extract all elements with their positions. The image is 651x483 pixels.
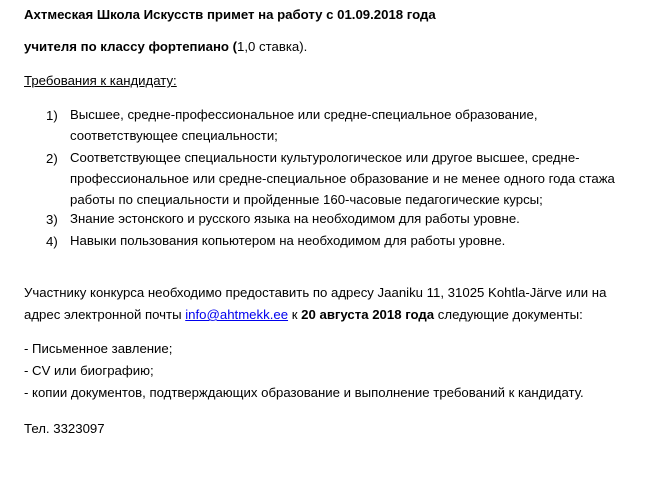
application-email-line xyxy=(24,306,583,324)
header-position xyxy=(24,38,307,56)
requirement-number: 2) xyxy=(46,151,58,166)
position-title: учителя по классу фортепиано ( xyxy=(24,39,238,54)
header-title xyxy=(24,6,436,24)
requirements-heading-text: Требования к кандидату: xyxy=(24,73,177,88)
application-email-middle: к xyxy=(288,307,302,322)
requirement-line: профессиональное или средне-специальное образование и не менее одного года стажа xyxy=(70,171,615,186)
requirement-line: соответствующее специальности; xyxy=(70,128,278,143)
requirement-line: Знание эстонского и русского языка на необходимом для работы уровне. xyxy=(70,211,520,226)
requirement-line: работы по специальности и пройденные 160-часовые педагогические курсы; xyxy=(70,192,543,207)
requirement-line: Высшее, средне-профессиональное или средне-специальное образование, xyxy=(70,107,538,122)
application-email-suffix: следующие документы: xyxy=(434,307,583,322)
requirements-heading xyxy=(24,72,177,90)
email-link[interactable]: info@ahtmekk.ee xyxy=(185,307,289,322)
document-item-1 xyxy=(24,340,172,358)
document-item-text: - копии документов, подтверждающих образование и выполнение требований к кандидату. xyxy=(24,385,584,400)
document-item-3 xyxy=(24,384,584,402)
header-title-text: Ахтмеская Школа Искусств примет на работу с 01.09.2018 года xyxy=(24,7,436,22)
contact-phone xyxy=(24,420,105,438)
requirement-line: Навыки пользования копьютером на необходимом для работы уровне. xyxy=(70,233,506,248)
application-deadline: 20 августа 2018 года xyxy=(301,307,435,322)
document-item-text: - Письменное завление; xyxy=(24,341,173,356)
application-address-text: Участнику конкурса необходимо предоставить по адресу Jaaniku 11, 31025 Kohtla-Järve или на xyxy=(24,285,607,300)
contact-phone-text: Тел. 3323097 xyxy=(24,421,105,436)
requirement-number: 1) xyxy=(46,108,58,123)
position-rate: 1,0 ставка). xyxy=(237,39,308,54)
document-item-2 xyxy=(24,362,154,380)
requirement-number: 4) xyxy=(46,234,58,249)
document-item-text: - CV или биографию; xyxy=(24,363,154,378)
application-email-prefix: адрес электронной почты xyxy=(24,307,186,322)
requirement-line: Соответствующее специальности культурологическое или другое высшее, средне- xyxy=(70,150,580,165)
application-address xyxy=(24,284,606,302)
requirement-number: 3) xyxy=(46,212,58,227)
